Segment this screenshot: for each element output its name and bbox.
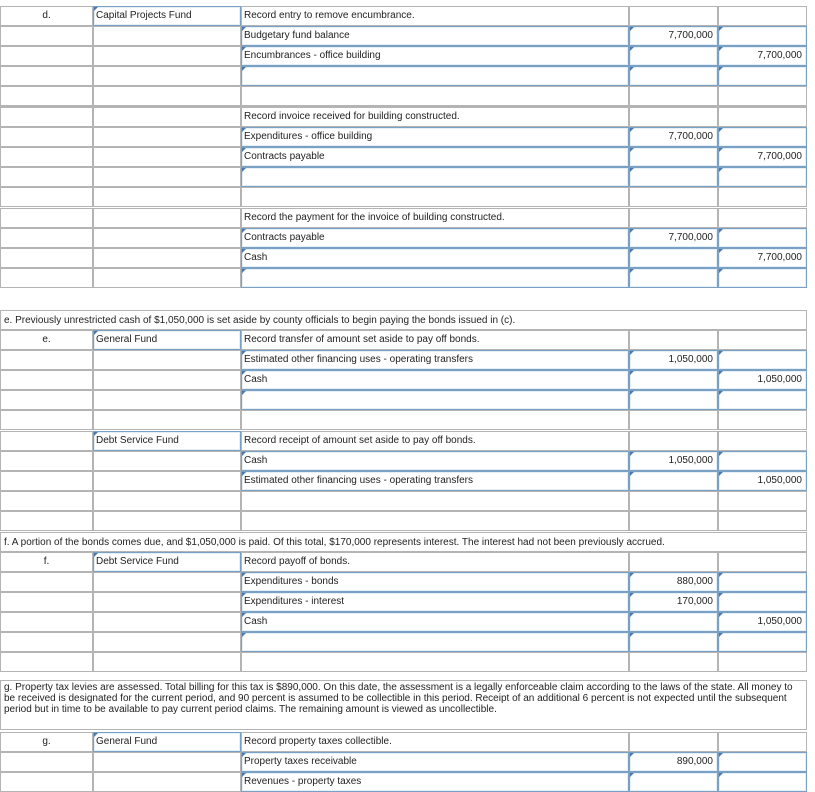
blank-cell — [93, 752, 241, 772]
blank-cell — [0, 248, 93, 268]
blank-cell — [241, 410, 629, 430]
transaction-letter: e. — [0, 330, 93, 350]
blank-cell — [0, 127, 93, 147]
blank-cell — [718, 652, 807, 672]
fund-select[interactable]: Debt Service Fund — [93, 552, 241, 572]
debit-input[interactable] — [629, 370, 718, 390]
blank-cell — [718, 107, 807, 127]
credit-input[interactable]: 1,050,000 — [718, 471, 807, 491]
blank-cell — [241, 511, 629, 531]
fund-select[interactable]: General Fund — [93, 732, 241, 752]
blank-cell — [718, 187, 807, 207]
fund-select — [93, 107, 241, 127]
blank-cell — [93, 187, 241, 207]
blank-cell — [93, 511, 241, 531]
entry-description: Record payoff of bonds. — [241, 552, 629, 572]
blank-cell — [0, 772, 93, 792]
blank-cell — [93, 612, 241, 632]
debit-input[interactable]: 1,050,000 — [629, 451, 718, 471]
debit-input[interactable] — [629, 390, 718, 410]
blank-cell — [0, 572, 93, 592]
account-select[interactable]: Budgetary fund balance — [241, 26, 629, 46]
credit-input[interactable] — [718, 66, 807, 86]
account-select[interactable] — [241, 167, 629, 187]
entry-description: Record property taxes collectible. — [241, 732, 629, 752]
debit-input[interactable] — [629, 772, 718, 792]
account-select[interactable]: Expenditures - bonds — [241, 572, 629, 592]
blank-cell — [241, 187, 629, 207]
credit-input[interactable] — [718, 268, 807, 288]
blank-cell — [0, 471, 93, 491]
blank-cell — [0, 612, 93, 632]
account-select[interactable]: Revenues - property taxes — [241, 772, 629, 792]
account-select[interactable]: Contracts payable — [241, 228, 629, 248]
credit-input[interactable] — [718, 167, 807, 187]
account-select[interactable] — [241, 390, 629, 410]
credit-input[interactable] — [718, 26, 807, 46]
blank-cell — [629, 6, 718, 26]
blank-cell — [93, 451, 241, 471]
blank-cell — [0, 390, 93, 410]
blank-cell — [0, 491, 93, 511]
transaction-description: f. A portion of the bonds comes due, and $1,050,000 is paid. Of this total, $170,000 represents interest. The interest had not been previously accrued. — [0, 532, 807, 552]
account-select[interactable]: Cash — [241, 612, 629, 632]
blank-cell — [0, 652, 93, 672]
blank-cell — [93, 248, 241, 268]
account-select[interactable]: Cash — [241, 248, 629, 268]
blank-cell — [0, 26, 93, 46]
account-select[interactable] — [241, 66, 629, 86]
blank-cell — [0, 268, 93, 288]
credit-input[interactable] — [718, 752, 807, 772]
transaction-letter: d. — [0, 6, 93, 26]
blank-cell — [0, 632, 93, 652]
blank-cell — [629, 732, 718, 752]
blank-cell — [93, 66, 241, 86]
account-select[interactable] — [241, 268, 629, 288]
transaction-letter: g. — [0, 732, 93, 752]
blank-cell — [629, 187, 718, 207]
entry-description: Record receipt of amount set aside to pay off bonds. — [241, 431, 629, 451]
blank-cell — [93, 491, 241, 511]
blank-cell — [241, 86, 629, 106]
debit-input[interactable]: 890,000 — [629, 752, 718, 772]
debit-input[interactable] — [629, 632, 718, 652]
blank-cell — [93, 572, 241, 592]
blank-cell — [93, 167, 241, 187]
blank-cell — [718, 6, 807, 26]
fund-select[interactable]: Debt Service Fund — [93, 431, 241, 451]
blank-cell — [718, 330, 807, 350]
blank-cell — [629, 330, 718, 350]
credit-input[interactable] — [718, 592, 807, 612]
blank-cell — [93, 147, 241, 167]
debit-input[interactable]: 7,700,000 — [629, 127, 718, 147]
blank-cell — [93, 632, 241, 652]
account-select[interactable]: Cash — [241, 451, 629, 471]
account-select[interactable]: Estimated other financing uses - operating transfers — [241, 471, 629, 491]
blank-cell — [93, 652, 241, 672]
blank-cell — [0, 187, 93, 207]
debit-input[interactable] — [629, 147, 718, 167]
blank-cell — [629, 431, 718, 451]
entry-description: Record entry to remove encumbrance. — [241, 6, 629, 26]
blank-cell — [718, 732, 807, 752]
debit-input[interactable]: 880,000 — [629, 572, 718, 592]
debit-input[interactable]: 7,700,000 — [629, 228, 718, 248]
fund-select[interactable]: General Fund — [93, 330, 241, 350]
account-select[interactable]: Cash — [241, 370, 629, 390]
blank-cell — [0, 46, 93, 66]
credit-input[interactable] — [718, 632, 807, 652]
fund-select — [93, 208, 241, 228]
debit-input[interactable]: 170,000 — [629, 592, 718, 612]
blank-cell — [0, 350, 93, 370]
blank-cell — [629, 107, 718, 127]
credit-input[interactable]: 1,050,000 — [718, 370, 807, 390]
debit-input[interactable] — [629, 66, 718, 86]
blank-cell — [629, 86, 718, 106]
blank-cell — [93, 228, 241, 248]
blank-cell — [0, 451, 93, 471]
blank-cell — [93, 410, 241, 430]
fund-select[interactable]: Capital Projects Fund — [93, 6, 241, 26]
credit-input[interactable]: 7,700,000 — [718, 248, 807, 268]
blank-cell — [93, 772, 241, 792]
blank-cell — [0, 511, 93, 531]
transaction-description: g. Property tax levies are assessed. Total billing for this tax is $890,000. On this date, the assessment is a legally enforceable claim according to the laws of the state. All money to be received is designated for the current period, and 90 percent is assumed to be collectible in this period. Receipt of an additional 6 percent is not expected until the subsequent period but in time to be available to pay current period claims. The remaining amount is viewed as uncollectible. — [0, 680, 807, 730]
debit-input[interactable] — [629, 46, 718, 66]
credit-input[interactable]: 1,050,000 — [718, 612, 807, 632]
blank-cell — [718, 552, 807, 572]
credit-input[interactable] — [718, 350, 807, 370]
blank-cell — [0, 228, 93, 248]
blank-cell — [93, 390, 241, 410]
blank-cell — [0, 167, 93, 187]
blank-cell — [629, 491, 718, 511]
account-select[interactable]: Contracts payable — [241, 147, 629, 167]
blank-cell — [93, 350, 241, 370]
account-select[interactable]: Expenditures - office building — [241, 127, 629, 147]
blank-cell — [629, 511, 718, 531]
account-select[interactable]: Property taxes receivable — [241, 752, 629, 772]
account-select[interactable]: Estimated other financing uses - operating transfers — [241, 350, 629, 370]
blank-cell — [0, 370, 93, 390]
entry-description: Record transfer of amount set aside to pay off bonds. — [241, 330, 629, 350]
debit-input[interactable] — [629, 471, 718, 491]
blank-cell — [93, 370, 241, 390]
credit-input[interactable] — [718, 572, 807, 592]
blank-cell — [93, 46, 241, 66]
blank-cell — [0, 66, 93, 86]
transaction-letter — [0, 107, 93, 127]
account-select[interactable]: Expenditures - interest — [241, 592, 629, 612]
credit-input[interactable] — [718, 127, 807, 147]
account-select[interactable] — [241, 632, 629, 652]
credit-input[interactable] — [718, 228, 807, 248]
blank-cell — [0, 752, 93, 772]
account-select[interactable]: Encumbrances - office building — [241, 46, 629, 66]
blank-cell — [93, 592, 241, 612]
blank-cell — [718, 86, 807, 106]
transaction-letter: f. — [0, 552, 93, 572]
blank-cell — [93, 86, 241, 106]
blank-cell — [629, 208, 718, 228]
transaction-letter — [0, 208, 93, 228]
blank-cell — [93, 268, 241, 288]
debit-input[interactable]: 1,050,000 — [629, 350, 718, 370]
blank-cell — [93, 127, 241, 147]
blank-cell — [718, 410, 807, 430]
debit-input[interactable] — [629, 268, 718, 288]
debit-input[interactable] — [629, 167, 718, 187]
blank-cell — [629, 410, 718, 430]
blank-cell — [718, 431, 807, 451]
credit-input[interactable] — [718, 451, 807, 471]
credit-input[interactable] — [718, 772, 807, 792]
credit-input[interactable] — [718, 390, 807, 410]
blank-cell — [718, 208, 807, 228]
blank-cell — [93, 26, 241, 46]
blank-cell — [629, 552, 718, 572]
transaction-letter — [0, 431, 93, 451]
blank-cell — [0, 592, 93, 612]
credit-input[interactable]: 7,700,000 — [718, 147, 807, 167]
blank-cell — [629, 652, 718, 672]
entry-description: Record the payment for the invoice of building constructed. — [241, 208, 629, 228]
blank-cell — [93, 471, 241, 491]
debit-input[interactable] — [629, 248, 718, 268]
debit-input[interactable]: 7,700,000 — [629, 26, 718, 46]
blank-cell — [718, 491, 807, 511]
entry-description: Record invoice received for building constructed. — [241, 107, 629, 127]
blank-cell — [241, 491, 629, 511]
blank-cell — [718, 511, 807, 531]
blank-cell — [0, 147, 93, 167]
credit-input[interactable]: 7,700,000 — [718, 46, 807, 66]
transaction-description: e. Previously unrestricted cash of $1,050,000 is set aside by county officials to begin paying the bonds issued in (c). — [0, 310, 807, 330]
blank-cell — [0, 86, 93, 106]
debit-input[interactable] — [629, 612, 718, 632]
blank-cell — [0, 410, 93, 430]
blank-cell — [241, 652, 629, 672]
